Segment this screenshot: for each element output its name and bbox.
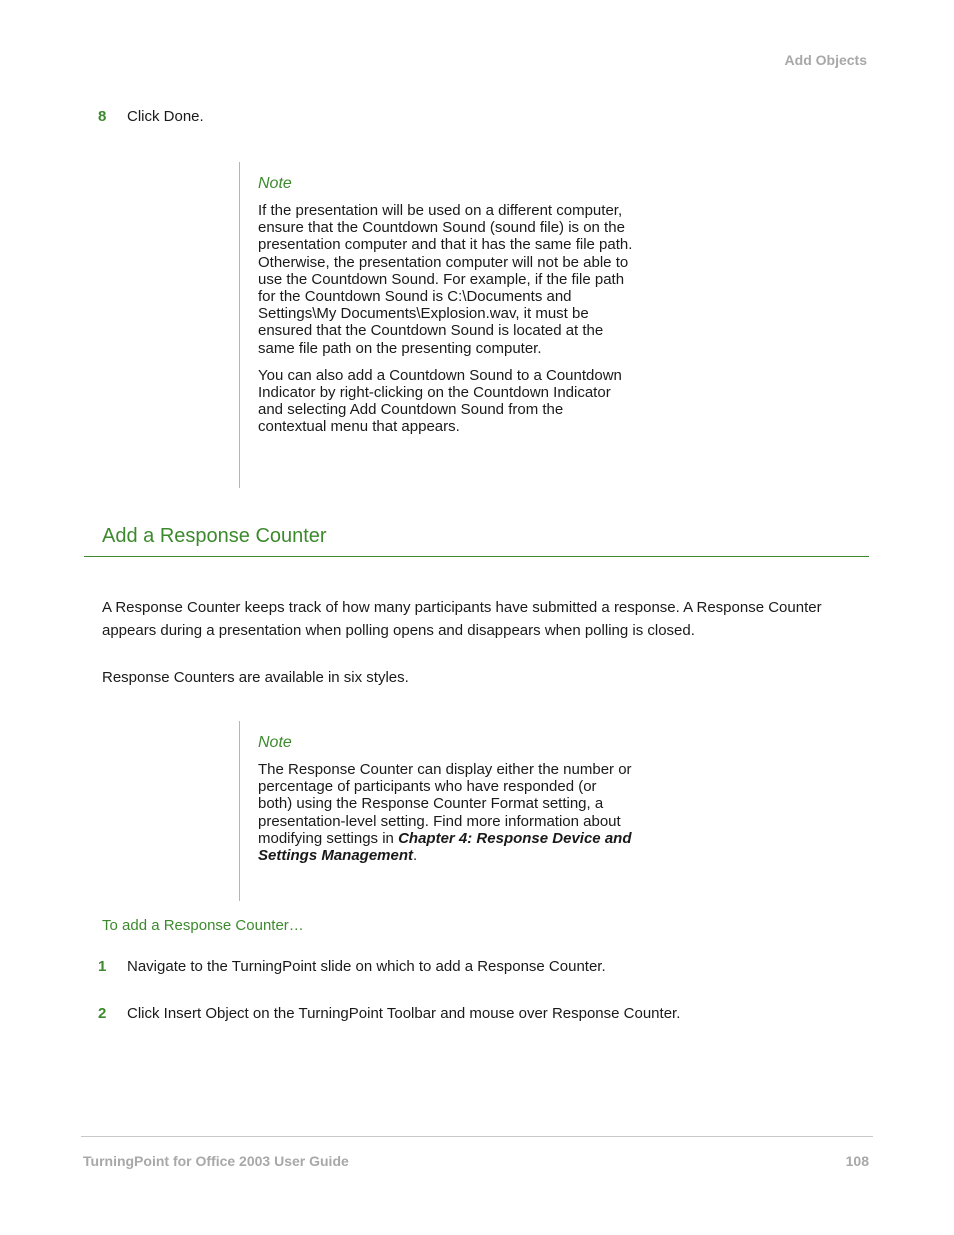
section-divider: [84, 556, 869, 557]
note-text: The Response Counter can display either the number or percentage of participants who have responded (or both) using the Response Counter Format setting, a presentation-level setting. Find more information about modifying settings in: [258, 761, 632, 847]
chapter-reference: Chapter 4: Response Device and Settings Management: [258, 829, 632, 865]
body-paragraph: Response Counters are available in six styles.: [102, 669, 409, 686]
note-title: Note: [258, 734, 292, 751]
note-paragraph: [258, 761, 633, 864]
footer-guide-title: TurningPoint for Office 2003 User Guide: [83, 1153, 349, 1169]
step-number: 1: [98, 958, 107, 975]
step-8: [98, 107, 204, 127]
step-text: Navigate to the TurningPoint slide on which to add a Response Counter.: [127, 958, 606, 975]
note-box-response-counter: [239, 721, 639, 901]
note-paragraph: You can also add a Countdown Sound to a Countdown Indicator by right-clicking on the Countdown Indicator and selecting Add Countdown Sound from the contextual menu that appears.: [258, 366, 622, 436]
procedure-title: To add a Response Counter…: [102, 917, 304, 934]
body-paragraph: A Response Counter keeps track of how many participants have submitted a response. A Response Counter appears during a presentation when polling opens and disappears when polling is closed.: [102, 599, 822, 639]
footer-divider: [81, 1136, 873, 1137]
note-box-countdown-sound: [239, 162, 639, 488]
step-1: [98, 957, 606, 977]
running-header: Add Objects: [784, 52, 867, 68]
step-text: Click Done.: [127, 108, 204, 125]
step-2: [98, 1004, 680, 1024]
section-heading: Add a Response Counter: [102, 525, 327, 547]
step-text: Click Insert Object on the TurningPoint Toolbar and mouse over Response Counter.: [127, 1005, 681, 1022]
page-number: 108: [845, 1153, 869, 1169]
step-number: 8: [98, 108, 107, 125]
note-paragraph: If the presentation will be used on a different computer, ensure that the Countdown Sound (sound file) is on the presentation computer and that it has the same file path. Otherwise, the presentation computer will not be able to use the Countdown Sound. For example, if the file path for the Countdown Sound is C:\Documents and Settings\My Documents\Explosion.wav, it must be ensured that the Countdown Sound is located at the same file path on the presenting computer.: [258, 202, 633, 357]
step-number: 2: [98, 1005, 107, 1022]
note-text-end: .: [413, 847, 418, 865]
note-title: Note: [258, 175, 292, 192]
